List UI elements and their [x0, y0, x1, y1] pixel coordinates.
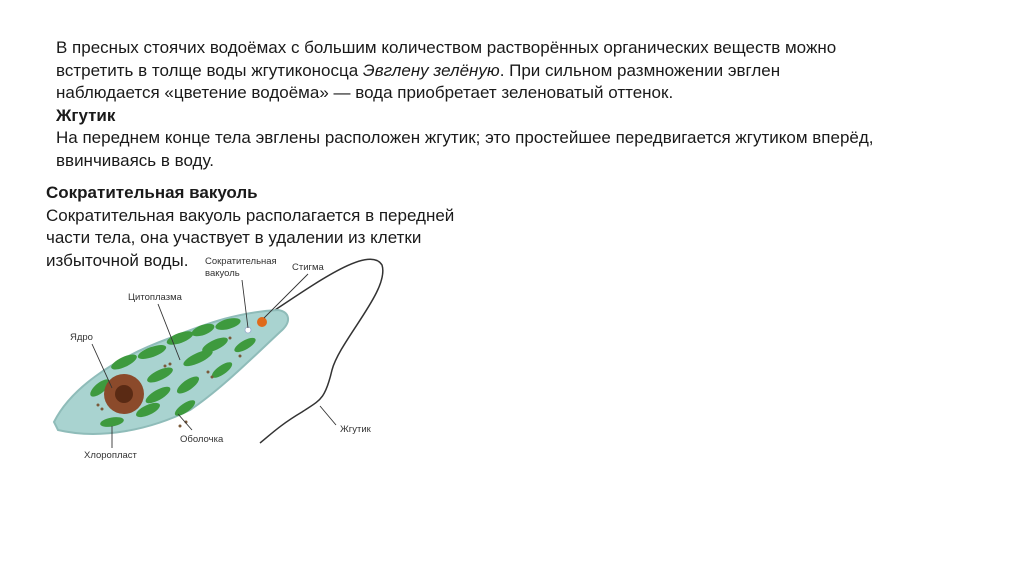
label-chloroplast: Хлоропласт	[84, 450, 137, 461]
label-membrane: Оболочка	[180, 434, 224, 445]
vacuole-line-1: Сократительная вакуоль располагается в передней	[46, 205, 455, 225]
euglena-diagram	[40, 250, 400, 470]
label-flagellum: Жгутик	[340, 424, 371, 435]
label-vacuole-2: вакуоль	[205, 268, 240, 279]
intro-line-2-post: . При сильном размножении эвглен	[499, 60, 781, 80]
label-stigma: Стигма	[292, 262, 324, 273]
intro-line-2	[56, 60, 1006, 83]
nucleus-inner	[115, 385, 133, 403]
label-vacuole-1: Сократительная	[205, 256, 277, 267]
flagellum-line-2: ввинчиваясь в воду.	[56, 150, 214, 170]
intro-text-block	[56, 37, 1006, 172]
intro-line-2-pre: встретить в толще воды жгутиконосца	[56, 60, 363, 80]
label-cytoplasm: Цитоплазма	[128, 292, 182, 303]
vacuole-line-2: части тела, она участвует в удалении из клетки	[46, 228, 422, 247]
flagellum-line-1: На переднем конце тела эвглены расположен жгутик; это простейшее передвигается жгутиком вперёд,	[56, 128, 874, 147]
species-name: Эвглену зелёную	[362, 60, 500, 80]
vacuole-line-3: избыточной воды.	[46, 250, 189, 270]
intro-line-3: наблюдается «цветение водоёма» — вода приобретает зеленоватый оттенок.	[56, 83, 674, 102]
vacuole-heading: Сократительная вакуоль	[46, 183, 258, 202]
stigma-spot	[257, 317, 267, 327]
flagellum-heading: Жгутик	[56, 105, 116, 125]
flagellum-shape	[260, 259, 383, 443]
label-nucleus: Ядро	[70, 332, 93, 343]
intro-line-1: В пресных стоячих водоёмах с большим количеством растворённых органических веществ можно	[56, 38, 837, 57]
